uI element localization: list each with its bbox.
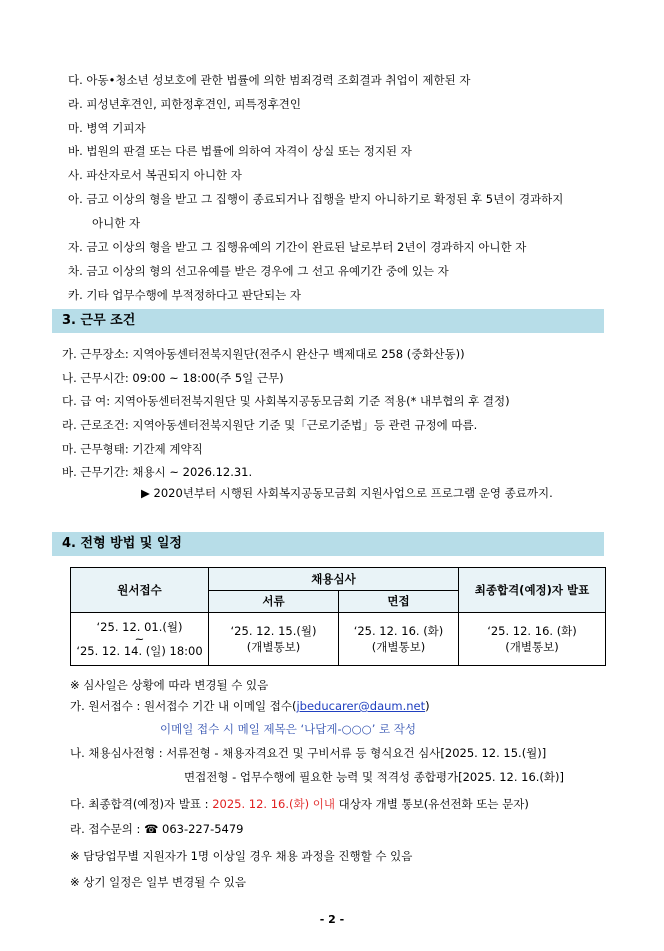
schedule-note: ※ 심사일은 상황에 따라 변경될 수 있음 xyxy=(70,678,269,692)
review-process-2: 면접전형 - 업무수행에 필요한 능력 및 적격성 종합평가[2025. 12. 16.(화)] xyxy=(184,770,564,784)
apply-method xyxy=(70,698,430,714)
eligibility-item: 카. 기타 업무수행에 부적정하다고 판단되는 자 xyxy=(68,288,302,302)
table-header-document: 서류 xyxy=(209,590,339,613)
document-note: (개별통보) xyxy=(246,640,301,654)
section-heading: 4. 전형 방법 및 일정 xyxy=(52,532,604,556)
final-announcement-label: 다. 최종합격(예정)자 발표 : xyxy=(70,797,213,811)
final-announcement-text: 대상자 개별 통보(유선전화 또는 문자) xyxy=(335,797,529,811)
condition-item: 다. 급 여: 지역아동센터전북지원단 및 사회복지공동모금회 기준 적용(* 내부협의 후 결정) xyxy=(62,394,510,408)
condition-item: 바. 근무기간: 채용시 ~ 2026.12.31. xyxy=(62,465,253,479)
table-header-review: 채용심사 xyxy=(209,568,459,591)
condition-item: 라. 근로조건: 지역아동센터전북지원단 기준 및「근로기준법」등 관련 규정에 따름. xyxy=(62,418,478,432)
condition-item: 가. 근무장소: 지역아동센터전북지원단(전주시 완산구 백제대로 258 (중화산동)) xyxy=(62,347,465,361)
final-announcement-date: 2025. 12. 16.(화) 이내 xyxy=(212,797,335,811)
interview-note: (개별통보) xyxy=(371,640,426,654)
table-header-apply: 원서접수 xyxy=(71,568,209,613)
note-schedule-change: ※ 상기 일정은 일부 변경될 수 있음 xyxy=(70,875,246,889)
contact-info: 라. 접수문의 : ☎ 063-227-5479 xyxy=(70,822,244,836)
eligibility-item: 차. 금고 이상의 형의 선고유예를 받은 경우에 그 선고 유예기간 중에 있는 자 xyxy=(68,264,449,278)
page-number: - 2 - xyxy=(319,913,345,926)
eligibility-item: 다. 아동•청소년 성보호에 관한 법률에 의한 범죄경력 조회결과 취업이 제한된 자 xyxy=(68,73,471,87)
eligibility-item: 바. 법원의 판결 또는 다른 법률에 의하여 자격이 상실 또는 정지된 자 xyxy=(68,144,412,158)
final-note: (개별통보) xyxy=(505,640,559,654)
table-cell-interview xyxy=(339,613,459,666)
condition-note: ▶ 2020년부터 시행된 사회복지공동모금회 지원사업으로 프로그램 운영 종료까지. xyxy=(141,486,553,500)
condition-item: 나. 근무시간: 09:00 ~ 18:00(주 5일 근무) xyxy=(62,371,284,385)
table-header-interview: 면접 xyxy=(339,590,459,613)
final-date: ‘25. 12. 16. (화) xyxy=(487,624,577,638)
eligibility-item: 자. 금고 이상의 형을 받고 그 집행유예의 기간이 완료된 날로부터 2년이 경과하지 아니한 자 xyxy=(68,240,527,254)
review-process-1: 나. 채용심사전형 : 서류전형 - 채용자격요건 및 구비서류 등 형식요건 심사[2025. 12. 15.(월)] xyxy=(70,746,547,760)
apply-start: ‘25. 12. 01.(월) xyxy=(96,620,183,634)
apply-tilde: ~ xyxy=(134,632,145,646)
apply-method-close: ) xyxy=(425,699,430,713)
schedule-table xyxy=(70,567,606,666)
apply-method-text: 가. 원서접수 : 원서접수 기간 내 이메일 접수( xyxy=(70,699,297,713)
eligibility-item: 아. 금고 이상의 형을 받고 그 집행이 종료되거나 집행을 받지 아니하기로 확정된 후 5년이 경과하지 xyxy=(68,192,564,206)
table-cell-document xyxy=(209,613,339,666)
table-cell-final xyxy=(459,613,606,666)
email-link[interactable]: jbeducarer@daum.net xyxy=(296,699,426,713)
table-header-final: 최종합격(예정)자 발표 xyxy=(459,568,606,613)
section-heading: 3. 근무 조건 xyxy=(52,309,604,333)
eligibility-item: 아니한 자 xyxy=(92,216,141,230)
eligibility-item: 라. 피성년후견인, 피한정후견인, 피특정후견인 xyxy=(68,97,302,111)
condition-item: 마. 근무형태: 기간제 계약직 xyxy=(62,442,203,456)
document-date: ‘25. 12. 15.(월) xyxy=(230,624,317,638)
interview-date: ‘25. 12. 16. (화) xyxy=(353,624,444,638)
eligibility-item: 사. 파산자로서 복권되지 아니한 자 xyxy=(68,168,242,182)
note-applicants: ※ 담당업무별 지원자가 1명 이상일 경우 채용 과정을 진행할 수 있음 xyxy=(70,849,413,863)
apply-end: ‘25. 12. 14. (일) 18:00 xyxy=(76,644,203,658)
eligibility-item: 마. 병역 기피자 xyxy=(68,121,146,135)
final-announcement xyxy=(70,796,529,812)
email-subject-instruction: 이메일 접수 시 메일 제목은 ‘나답게-○○○’ 로 작성 xyxy=(160,722,417,736)
table-cell-apply xyxy=(71,613,209,666)
